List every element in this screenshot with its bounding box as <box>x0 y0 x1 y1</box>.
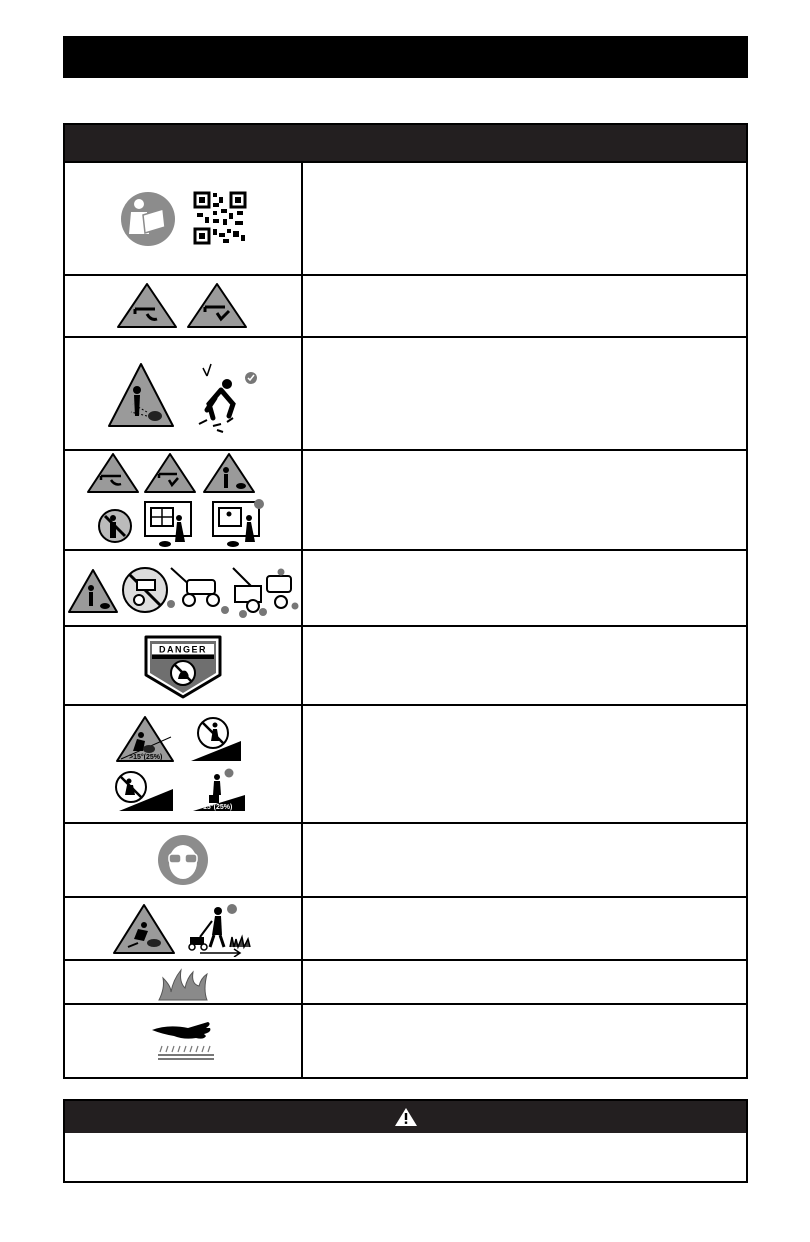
fire-hazard-icon <box>155 962 211 1002</box>
foot-injury-icon <box>108 901 258 957</box>
symbol-cell <box>65 163 303 274</box>
eye-protection-icon <box>153 832 213 888</box>
symbol-cell <box>65 451 303 549</box>
symbol-cell <box>65 706 303 822</box>
description-cell <box>303 824 746 896</box>
description-cell <box>303 898 746 959</box>
keep-children-away-icon <box>83 452 283 548</box>
table-row <box>65 959 746 1003</box>
description-cell <box>303 163 746 274</box>
description-cell <box>303 338 746 449</box>
table-row <box>65 625 746 704</box>
table-row <box>65 449 746 549</box>
slope-label-upper: >15°(25%) <box>129 754 163 761</box>
page-title-bar <box>63 36 748 78</box>
read-manual-icon <box>113 179 253 259</box>
symbol-cell <box>65 338 303 449</box>
danger-label-icon <box>138 633 228 699</box>
slope-label-lower: < 15°(25%) <box>197 804 233 811</box>
description-cell <box>303 1005 746 1077</box>
description-cell <box>303 276 746 336</box>
description-cell <box>303 627 746 704</box>
table-row <box>65 822 746 896</box>
table-row <box>65 336 746 449</box>
danger-label-text: DANGER <box>158 644 208 654</box>
hot-surface-icon <box>148 1016 218 1066</box>
warning-triangle-icon <box>394 1107 418 1127</box>
slope-hazard-icon <box>113 715 253 813</box>
thrown-objects-icon <box>103 354 263 434</box>
description-cell <box>303 961 746 1003</box>
table-row <box>65 896 746 959</box>
symbol-cell <box>65 276 303 336</box>
warning-header <box>65 1101 746 1133</box>
qr-code-icon <box>195 193 245 243</box>
table-row <box>65 161 746 274</box>
symbol-cell <box>65 551 303 625</box>
warning-box <box>63 1099 748 1183</box>
symbol-cell <box>65 1005 303 1077</box>
clear-debris-icon <box>199 364 257 432</box>
description-cell <box>303 551 746 625</box>
table-header <box>65 125 746 161</box>
symbol-cell <box>65 824 303 896</box>
safety-symbols-table <box>63 123 748 1079</box>
table-row <box>65 549 746 625</box>
mow-forward-icon <box>189 904 250 957</box>
symbol-cell <box>65 627 303 704</box>
mower-guards-icon <box>67 558 299 618</box>
description-cell <box>303 706 746 822</box>
symbol-cell <box>65 898 303 959</box>
table-row <box>65 274 746 336</box>
table-row <box>65 1003 746 1077</box>
description-cell <box>303 451 746 549</box>
table-row <box>65 704 746 822</box>
blade-hazard-icon <box>113 281 253 331</box>
symbol-cell <box>65 961 303 1003</box>
